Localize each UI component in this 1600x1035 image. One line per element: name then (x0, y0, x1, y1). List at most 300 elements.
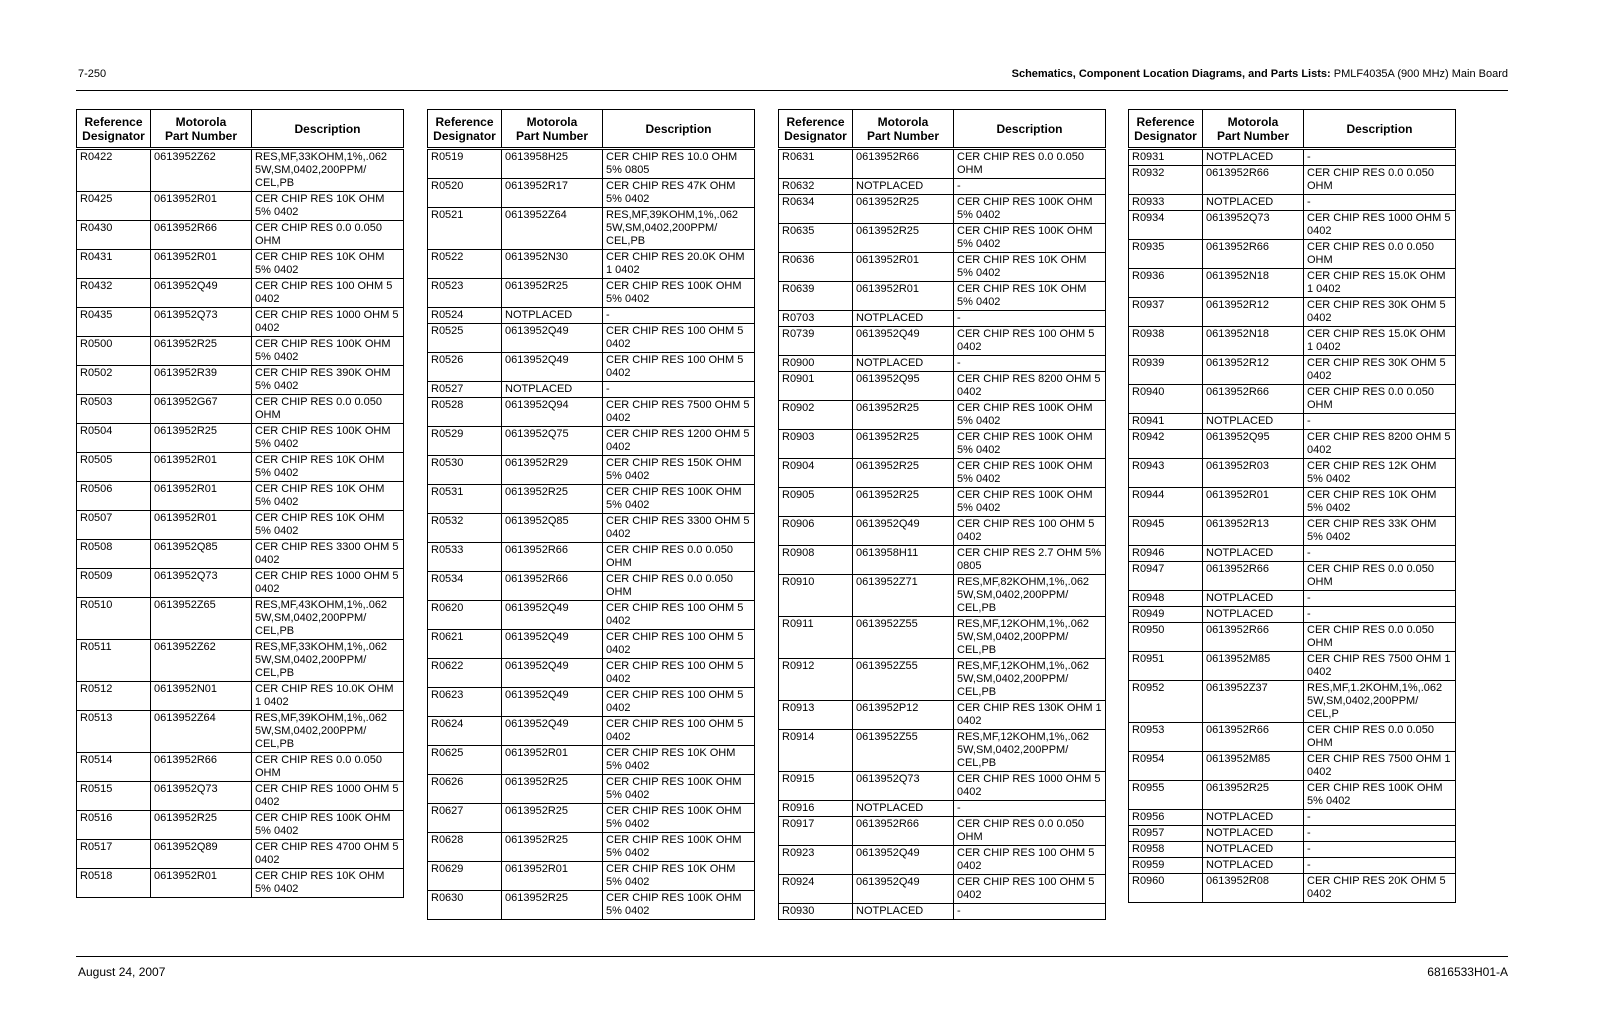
description: RES,MF,82KOHM,1%,.062 5W,SM,0402,200PPM/ CEL,PB (954, 575, 1106, 617)
reference-designator: R0935 (1129, 240, 1203, 269)
description: RES,MF,12KOHM,1%,.062 5W,SM,0402,200PPM/ CEL,PB (954, 617, 1106, 659)
description: CER CHIP RES 3300 OHM 5 0402 (252, 540, 404, 569)
table-row (779, 575, 1106, 617)
description: CER CHIP RES 100K OHM 5% 0402 (603, 833, 755, 862)
description: CER CHIP RES 10.0 OHM 5% 0805 (603, 149, 755, 179)
description: CER CHIP RES 100 OHM 5 0402 (252, 279, 404, 308)
col-header-reference (779, 110, 853, 149)
part-number: 0613952R29 (502, 456, 603, 485)
reference-designator: R0957 (1129, 826, 1203, 842)
reference-designator: R0521 (428, 208, 502, 250)
table-row (428, 279, 755, 308)
description: - (603, 308, 755, 324)
part-number: NOTPLACED (1203, 842, 1304, 858)
reference-designator: R0941 (1129, 414, 1203, 430)
part-number: 0613952R39 (151, 366, 252, 395)
description: CER CHIP RES 130K OHM 1 0402 (954, 701, 1106, 730)
col-header-reference-label: Designator (433, 128, 496, 143)
reference-designator: R0636 (779, 253, 853, 282)
description: CER CHIP RES 0.0 0.050 OHM (1304, 166, 1456, 195)
table-row (428, 717, 755, 746)
description: CER CHIP RES 2.7 OHM 5% 0805 (954, 546, 1106, 575)
col-header-description (954, 110, 1106, 149)
description: CER CHIP RES 10K OHM 5% 0402 (603, 746, 755, 775)
part-number: 0613952R01 (151, 482, 252, 511)
col-header-part-number-label: Motorola (1227, 114, 1279, 129)
description: CER CHIP RES 0.0 0.050 OHM (252, 395, 404, 424)
table-row (1129, 385, 1456, 414)
description: CER CHIP RES 7500 OHM 5 0402 (603, 398, 755, 427)
part-number: 0613952Q94 (502, 398, 603, 427)
part-number: NOTPLACED (853, 356, 954, 372)
table-row (1129, 195, 1456, 211)
description: CER CHIP RES 100K OHM 5% 0402 (252, 424, 404, 453)
table-row (1129, 652, 1456, 681)
table-row (77, 221, 404, 250)
reference-designator: R0508 (77, 540, 151, 569)
part-number: 0613952Q95 (853, 372, 954, 401)
table-row (77, 540, 404, 569)
reference-designator: R0923 (779, 846, 853, 875)
table-row (428, 833, 755, 862)
part-number: 0613952R25 (502, 833, 603, 862)
description: - (1304, 826, 1456, 842)
description: - (954, 356, 1106, 372)
table-row (1129, 607, 1456, 623)
part-number: 0613952Z64 (502, 208, 603, 250)
table-row (428, 543, 755, 572)
part-number: 0613952R25 (853, 401, 954, 430)
part-number: NOTPLACED (1203, 414, 1304, 430)
description: - (1304, 810, 1456, 826)
parts-table-4 (1128, 109, 1456, 903)
part-number: 0613952Q49 (853, 327, 954, 356)
col-header-reference (1129, 110, 1203, 149)
part-number: NOTPLACED (1203, 607, 1304, 623)
col-header-reference-label: Reference (786, 114, 845, 129)
part-number: 0613952Q49 (502, 630, 603, 659)
part-number: 0613952Z55 (853, 730, 954, 772)
reference-designator: R0946 (1129, 546, 1203, 562)
col-header-part-number (502, 110, 603, 149)
part-number: 0613952R08 (1203, 874, 1304, 903)
table-row (779, 801, 1106, 817)
footer-date: August 24, 2007 (78, 965, 166, 979)
part-number: 0613952R25 (151, 424, 252, 453)
table-row (779, 224, 1106, 253)
description: CER CHIP RES 100K OHM 5% 0402 (252, 337, 404, 366)
part-number: 0613952R66 (853, 817, 954, 846)
table-row (428, 250, 755, 279)
reference-designator: R0913 (779, 701, 853, 730)
description: CER CHIP RES 100 OHM 5 0402 (603, 630, 755, 659)
description: CER CHIP RES 100K OHM 5% 0402 (1304, 781, 1456, 810)
table-row (779, 179, 1106, 195)
reference-designator: R0522 (428, 250, 502, 279)
description: - (954, 801, 1106, 817)
table-row (779, 904, 1106, 920)
part-number: 0613952Q49 (502, 717, 603, 746)
part-number: NOTPLACED (1203, 826, 1304, 842)
parts-table-2 (427, 109, 755, 920)
part-number: 0613952Q73 (151, 569, 252, 598)
part-number: 0613952Q85 (151, 540, 252, 569)
table-row (779, 401, 1106, 430)
description: - (1304, 858, 1456, 874)
reference-designator: R0950 (1129, 623, 1203, 652)
reference-designator: R0621 (428, 630, 502, 659)
part-number: 0613952Z65 (151, 598, 252, 640)
col-header-reference-label: Reference (84, 114, 143, 129)
header-title-bold: Schematics, Component Location Diagrams, and Parts Lists: (1011, 68, 1331, 80)
reference-designator: R0435 (77, 308, 151, 337)
reference-designator: R0945 (1129, 517, 1203, 546)
reference-designator: R0951 (1129, 652, 1203, 681)
col-header-part-number-label: Part Number (1216, 128, 1290, 143)
table-row (1129, 517, 1456, 546)
part-number: 0613952R17 (502, 179, 603, 208)
part-number: 0613952Q49 (502, 688, 603, 717)
col-header-description-label: Description (645, 121, 712, 136)
part-number: 0613952R01 (853, 282, 954, 311)
description: CER CHIP RES 150K OHM 5% 0402 (603, 456, 755, 485)
reference-designator: R0532 (428, 514, 502, 543)
part-number: NOTPLACED (1203, 810, 1304, 826)
reference-designator: R0703 (779, 311, 853, 327)
part-number: 0613952R01 (151, 511, 252, 540)
description: CER CHIP RES 100K OHM 5% 0402 (954, 195, 1106, 224)
description: CER CHIP RES 100 OHM 5 0402 (954, 846, 1106, 875)
col-header-description-label: Description (1346, 121, 1413, 136)
part-number: 0613952R66 (151, 221, 252, 250)
description: CER CHIP RES 1000 OHM 5 0402 (252, 569, 404, 598)
table-row (1129, 240, 1456, 269)
part-number: 0613958H25 (502, 149, 603, 179)
table-row (428, 746, 755, 775)
table-row (1129, 414, 1456, 430)
part-number: NOTPLACED (853, 801, 954, 817)
reference-designator: R0511 (77, 640, 151, 682)
table-row (779, 730, 1106, 772)
description: CER CHIP RES 10K OHM 5% 0402 (954, 253, 1106, 282)
table-row (779, 772, 1106, 801)
part-number: 0613952G67 (151, 395, 252, 424)
table-row (428, 427, 755, 456)
reference-designator: R0632 (779, 179, 853, 195)
description: - (1304, 149, 1456, 166)
part-number: 0613952R13 (1203, 517, 1304, 546)
table-row (77, 711, 404, 753)
part-number: 0613952Q49 (502, 601, 603, 630)
part-number: NOTPLACED (1203, 546, 1304, 562)
reference-designator: R0513 (77, 711, 151, 753)
table-row (779, 327, 1106, 356)
reference-designator: R0924 (779, 875, 853, 904)
table-row (1129, 298, 1456, 327)
part-number: 0613952Q89 (151, 840, 252, 869)
reference-designator: R0952 (1129, 681, 1203, 723)
description: CER CHIP RES 1000 OHM 5 0402 (1304, 211, 1456, 240)
part-number: 0613952R66 (1203, 562, 1304, 591)
reference-designator: R0525 (428, 324, 502, 353)
description: - (954, 904, 1106, 920)
part-number: 0613952N18 (1203, 269, 1304, 298)
col-header-reference-label: Reference (435, 114, 494, 129)
reference-designator: R0631 (779, 149, 853, 179)
table-header-row (77, 110, 404, 149)
reference-designator: R0504 (77, 424, 151, 453)
reference-designator: R0518 (77, 869, 151, 898)
reference-designator: R0526 (428, 353, 502, 382)
description: RES,MF,12KOHM,1%,.062 5W,SM,0402,200PPM/ CEL,PB (954, 659, 1106, 701)
description: CER CHIP RES 30K OHM 5 0402 (1304, 298, 1456, 327)
part-number: 0613952R66 (1203, 623, 1304, 652)
description: CER CHIP RES 0.0 0.050 OHM (1304, 623, 1456, 652)
table-row (77, 569, 404, 598)
description: CER CHIP RES 1000 OHM 5 0402 (954, 772, 1106, 801)
part-number: 0613952R01 (502, 746, 603, 775)
description: CER CHIP RES 0.0 0.050 OHM (1304, 240, 1456, 269)
reference-designator: R0903 (779, 430, 853, 459)
description: CER CHIP RES 100K OHM 5% 0402 (954, 401, 1106, 430)
description: - (1304, 546, 1456, 562)
part-number: 0613952Q95 (1203, 430, 1304, 459)
table-row (428, 572, 755, 601)
table-row (428, 688, 755, 717)
description: CER CHIP RES 100K OHM 5% 0402 (954, 459, 1106, 488)
table-header-row (1129, 110, 1456, 149)
part-number: 0613952Q49 (853, 875, 954, 904)
part-number: 0613952R25 (853, 195, 954, 224)
reference-designator: R0524 (428, 308, 502, 324)
page-header-title (1012, 68, 1508, 80)
reference-designator: R0503 (77, 395, 151, 424)
description: CER CHIP RES 100 OHM 5 0402 (954, 875, 1106, 904)
reference-designator: R0531 (428, 485, 502, 514)
col-header-part-number-label: Motorola (175, 114, 227, 129)
table-row (1129, 591, 1456, 607)
part-number: 0613952R25 (502, 775, 603, 804)
description: CER CHIP RES 100K OHM 5% 0402 (603, 485, 755, 514)
reference-designator: R0953 (1129, 723, 1203, 752)
reference-designator: R0635 (779, 224, 853, 253)
part-number: 0613952R01 (853, 253, 954, 282)
table-row (779, 517, 1106, 546)
table-row (77, 279, 404, 308)
table-row (77, 424, 404, 453)
reference-designator: R0939 (1129, 356, 1203, 385)
description: CER CHIP RES 100K OHM 5% 0402 (954, 224, 1106, 253)
reference-designator: R0519 (428, 149, 502, 179)
description: CER CHIP RES 10K OHM 5% 0402 (252, 250, 404, 279)
table-row (428, 353, 755, 382)
col-header-part-number-label: Motorola (526, 114, 578, 129)
table-row (1129, 842, 1456, 858)
description: CER CHIP RES 3300 OHM 5 0402 (603, 514, 755, 543)
reference-designator: R0911 (779, 617, 853, 659)
reference-designator: R0510 (77, 598, 151, 640)
col-header-description (1304, 110, 1456, 149)
description: CER CHIP RES 10K OHM 5% 0402 (252, 192, 404, 221)
description: CER CHIP RES 4700 OHM 5 0402 (252, 840, 404, 869)
reference-designator: R0904 (779, 459, 853, 488)
table-row (1129, 752, 1456, 781)
part-number: 0613952R66 (853, 149, 954, 179)
col-header-reference-label: Designator (784, 128, 847, 143)
reference-designator: R0954 (1129, 752, 1203, 781)
reference-designator: R0931 (1129, 149, 1203, 166)
table-row (428, 179, 755, 208)
header-rule (76, 90, 1508, 91)
table-row (779, 430, 1106, 459)
reference-designator: R0902 (779, 401, 853, 430)
part-number: 0613952Z37 (1203, 681, 1304, 723)
part-number: 0613952R03 (1203, 459, 1304, 488)
part-number: 0613952R25 (502, 804, 603, 833)
table-row (428, 659, 755, 688)
reference-designator: R0944 (1129, 488, 1203, 517)
table-row (428, 862, 755, 891)
description: CER CHIP RES 100K OHM 5% 0402 (954, 488, 1106, 517)
col-header-description-label: Description (996, 121, 1063, 136)
table-row (779, 372, 1106, 401)
description: CER CHIP RES 0.0 0.050 OHM (603, 572, 755, 601)
reference-designator: R0430 (77, 221, 151, 250)
reference-designator: R0500 (77, 337, 151, 366)
description: CER CHIP RES 47K OHM 5% 0402 (603, 179, 755, 208)
table-row (428, 630, 755, 659)
part-number: 0613952R01 (1203, 488, 1304, 517)
footer-rule (76, 956, 1508, 957)
reference-designator: R0908 (779, 546, 853, 575)
table-row (1129, 562, 1456, 591)
header-title-rest: PMLF4035A (900 MHz) Main Board (1330, 68, 1508, 80)
part-number: NOTPLACED (853, 311, 954, 327)
reference-designator: R0626 (428, 775, 502, 804)
table-row (779, 356, 1106, 372)
part-number: 0613952M85 (1203, 752, 1304, 781)
description: CER CHIP RES 33K OHM 5% 0402 (1304, 517, 1456, 546)
table-row (779, 701, 1106, 730)
description: CER CHIP RES 0.0 0.050 OHM (252, 221, 404, 250)
part-number: 0613952N30 (502, 250, 603, 279)
table-row (1129, 781, 1456, 810)
part-number: 0613952Z71 (853, 575, 954, 617)
col-header-part-number-label: Part Number (164, 128, 238, 143)
part-number: NOTPLACED (1203, 149, 1304, 166)
description: - (1304, 591, 1456, 607)
description: CER CHIP RES 1000 OHM 5 0402 (252, 782, 404, 811)
reference-designator: R0422 (77, 149, 151, 192)
table-row (428, 804, 755, 833)
description: CER CHIP RES 10K OHM 5% 0402 (252, 482, 404, 511)
reference-designator: R0529 (428, 427, 502, 456)
part-number: 0613952R25 (502, 279, 603, 308)
description: - (1304, 607, 1456, 623)
table-row (77, 250, 404, 279)
col-header-reference (428, 110, 502, 149)
description: CER CHIP RES 100 OHM 5 0402 (603, 659, 755, 688)
table-row (1129, 149, 1456, 166)
part-number: 0613952Q73 (151, 782, 252, 811)
table-row (779, 488, 1106, 517)
description: RES,MF,43KOHM,1%,.062 5W,SM,0402,200PPM/ CEL,PB (252, 598, 404, 640)
reference-designator: R0915 (779, 772, 853, 801)
part-number: 0613952R66 (1203, 240, 1304, 269)
table-row (1129, 826, 1456, 842)
table-row (428, 324, 755, 353)
reference-designator: R0533 (428, 543, 502, 572)
description: CER CHIP RES 100K OHM 5% 0402 (954, 430, 1106, 459)
table-row (1129, 858, 1456, 874)
part-number: NOTPLACED (1203, 858, 1304, 874)
col-header-part-number (151, 110, 252, 149)
part-number: NOTPLACED (1203, 591, 1304, 607)
table-row (77, 811, 404, 840)
reference-designator: R0509 (77, 569, 151, 598)
description: CER CHIP RES 15.0K OHM 1 0402 (1304, 269, 1456, 298)
reference-designator: R0625 (428, 746, 502, 775)
reference-designator: R0512 (77, 682, 151, 711)
description: CER CHIP RES 100K OHM 5% 0402 (603, 891, 755, 920)
description: CER CHIP RES 1200 OHM 5 0402 (603, 427, 755, 456)
part-number: 0613952R25 (1203, 781, 1304, 810)
part-number: 0613952R01 (502, 862, 603, 891)
description: CER CHIP RES 100 OHM 5 0402 (954, 517, 1106, 546)
part-number: 0613952P12 (853, 701, 954, 730)
reference-designator: R0627 (428, 804, 502, 833)
reference-designator: R0739 (779, 327, 853, 356)
table-row (77, 753, 404, 782)
description: CER CHIP RES 0.0 0.050 OHM (603, 543, 755, 572)
part-number: 0613952M85 (1203, 652, 1304, 681)
table-row (77, 308, 404, 337)
description: RES,MF,33KOHM,1%,.062 5W,SM,0402,200PPM/ CEL,PB (252, 149, 404, 192)
table-row (1129, 681, 1456, 723)
description: CER CHIP RES 100K OHM 5% 0402 (252, 811, 404, 840)
reference-designator: R0901 (779, 372, 853, 401)
reference-designator: R0959 (1129, 858, 1203, 874)
reference-designator: R0906 (779, 517, 853, 546)
description: CER CHIP RES 100K OHM 5% 0402 (603, 279, 755, 308)
footer-doc-number: 6816533H01-A (1427, 965, 1508, 979)
col-header-part-number (853, 110, 954, 149)
description: CER CHIP RES 0.0 0.050 OHM (252, 753, 404, 782)
table-row (779, 659, 1106, 701)
table-row (779, 311, 1106, 327)
part-number: 0613952Q49 (853, 517, 954, 546)
description: RES,MF,39KOHM,1%,.062 5W,SM,0402,200PPM/ CEL,PB (603, 208, 755, 250)
description: CER CHIP RES 15.0K OHM 1 0402 (1304, 327, 1456, 356)
description: CER CHIP RES 7500 OHM 1 0402 (1304, 752, 1456, 781)
part-number: 0613952R66 (502, 543, 603, 572)
reference-designator: R0639 (779, 282, 853, 311)
description: CER CHIP RES 100 OHM 5 0402 (603, 688, 755, 717)
part-number: 0613952N01 (151, 682, 252, 711)
reference-designator: R0527 (428, 382, 502, 398)
table-row (1129, 459, 1456, 488)
table-row (1129, 810, 1456, 826)
description: CER CHIP RES 10K OHM 5% 0402 (1304, 488, 1456, 517)
part-number: 0613952R25 (502, 485, 603, 514)
part-number: 0613952Q49 (502, 324, 603, 353)
part-number: 0613952Z64 (151, 711, 252, 753)
description: - (954, 311, 1106, 327)
table-row (1129, 430, 1456, 459)
table-row (428, 891, 755, 920)
reference-designator: R0431 (77, 250, 151, 279)
part-number: 0613952R01 (151, 250, 252, 279)
